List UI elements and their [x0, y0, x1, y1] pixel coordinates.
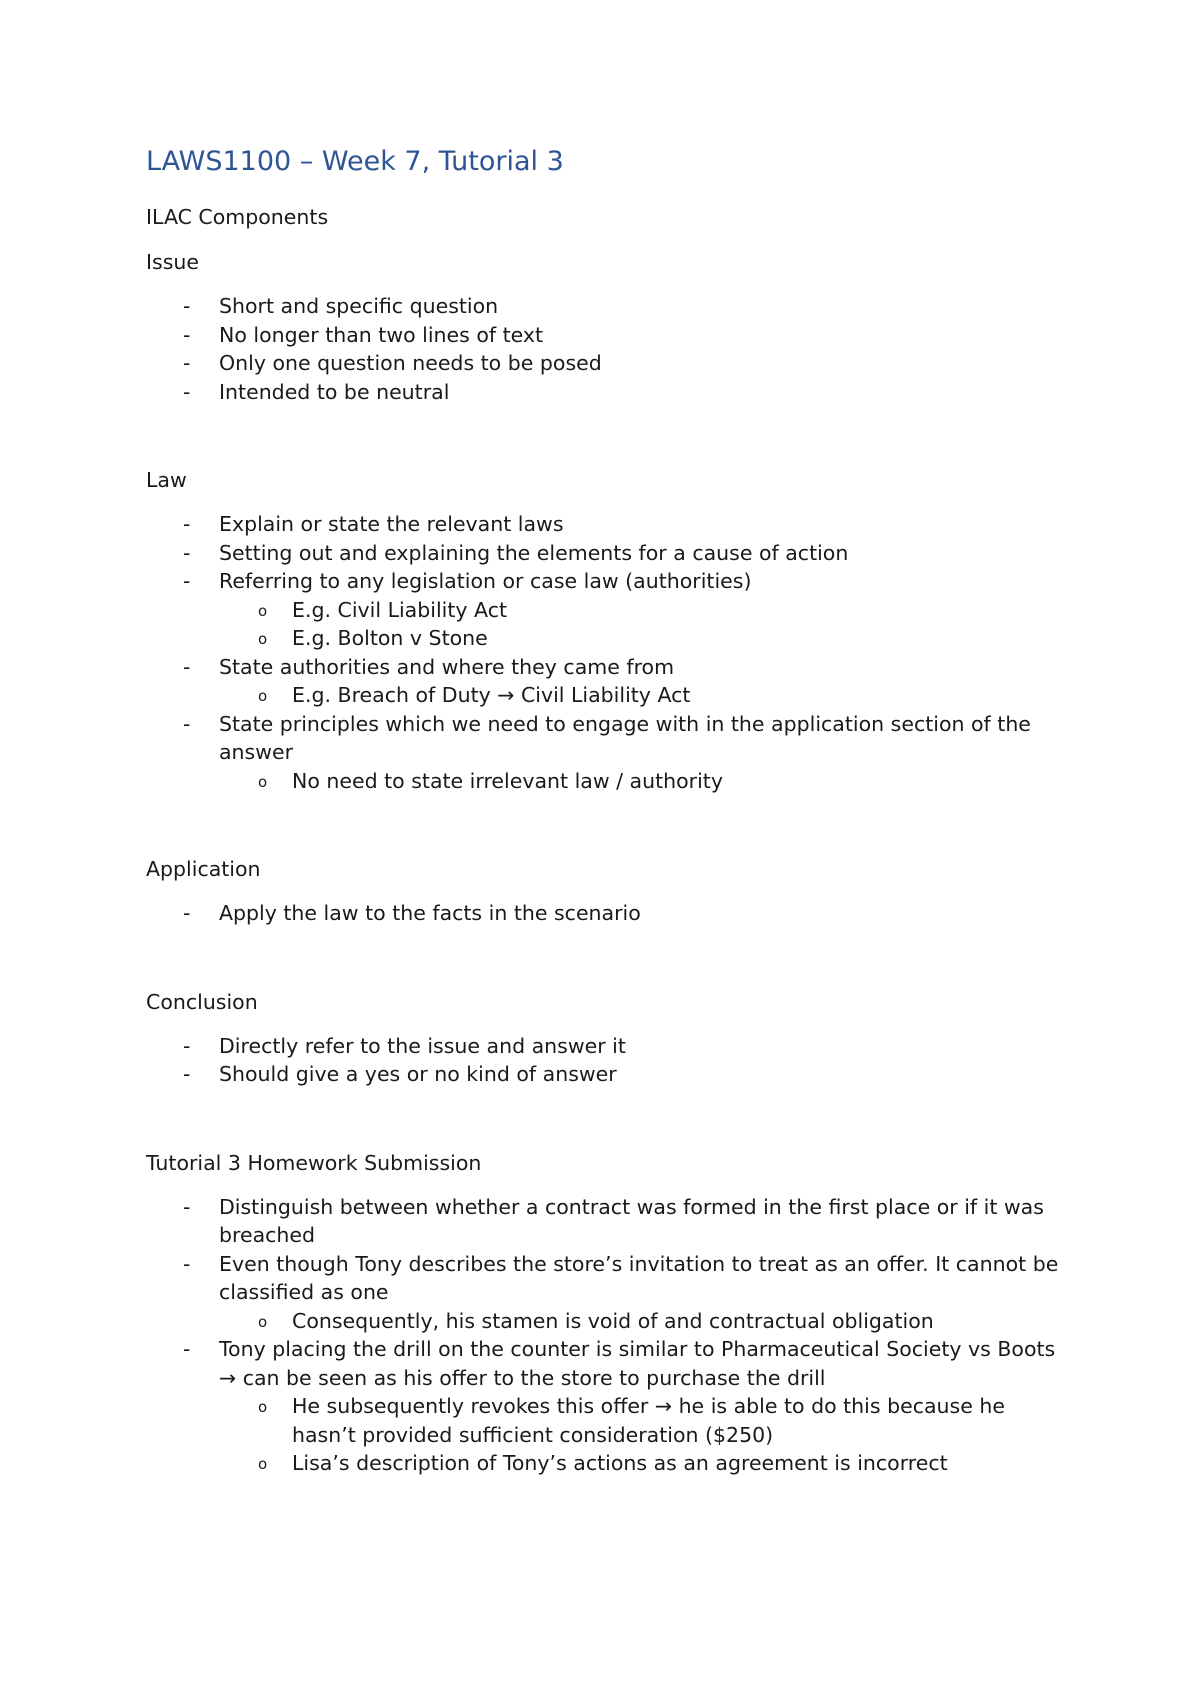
- list-item: - Directly refer to the issue and answer it: [146, 1032, 1066, 1061]
- bullet-list: [146, 510, 1066, 795]
- dash-bullet: -: [183, 711, 191, 736]
- dash-bullet: -: [183, 540, 191, 565]
- document-title: LAWS1100 – Week 7, Tutorial 3: [146, 146, 564, 177]
- bullet-list: [146, 899, 1066, 928]
- sub-list-item: o No need to state irrelevant law / authority: [146, 767, 1066, 796]
- list-item: - Referring to any legislation or case law (authorities) o E.g. Civil Liability Act o E.g. Bolton v Stone: [146, 567, 1066, 653]
- list-item: - Intended to be neutral: [146, 378, 1066, 407]
- section-issue: [146, 247, 1066, 406]
- circle-bullet: o: [258, 687, 268, 705]
- section-heading: Law: [146, 468, 187, 492]
- document-subtitle: ILAC Components: [146, 205, 329, 229]
- section-heading: Conclusion: [146, 989, 258, 1014]
- list-item: - Tony placing the drill on the counter is similar to Pharmaceutical Society vs Boots → can be seen as his offer to the store to purchase the drill o He subsequently revokes this offer → he is able to do this because he hasn’t provided sufficient consideration ($250) o Lisa’s description of Tony’s actions as an agreement is incorrect: [146, 1335, 1066, 1478]
- dash-bullet: -: [183, 379, 191, 404]
- dash-bullet: -: [183, 1194, 191, 1219]
- list-item: - Should give a yes or no kind of answer: [146, 1060, 1066, 1089]
- dash-bullet: -: [183, 1337, 191, 1361]
- bullet-list: [146, 1193, 1066, 1478]
- section-conclusion: [146, 987, 1066, 1089]
- sub-list-item: o E.g. Civil Liability Act: [146, 596, 1066, 625]
- list-item: - Only one question needs to be posed: [146, 349, 1066, 378]
- section-heading: Issue: [146, 250, 200, 274]
- sub-list-item: o Consequently, his stamen is void of and contractual obligation: [146, 1307, 1066, 1336]
- dash-bullet: -: [183, 351, 191, 375]
- dash-bullet: -: [183, 1251, 191, 1276]
- list-item: - Even though Tony describes the store’s invitation to treat as an offer. It cannot be classified as one o Consequently, his stamen is void of and contractual obligation: [146, 1250, 1066, 1336]
- circle-bullet: o: [258, 772, 268, 791]
- sub-bullet-list: [146, 1392, 1066, 1478]
- list-item: - State authorities and where they came from o E.g. Breach of Duty → Civil Liability Act: [146, 653, 1066, 710]
- sub-bullet-list: [146, 1307, 1066, 1336]
- dash-bullet: -: [183, 322, 191, 347]
- bullet-list: [146, 1032, 1066, 1089]
- dash-bullet: -: [183, 901, 191, 925]
- sub-list-item: o E.g. Breach of Duty → Civil Liability Act: [146, 681, 1066, 710]
- section-heading: Application: [146, 857, 261, 881]
- dash-bullet: -: [183, 294, 191, 318]
- dash-bullet: -: [183, 1033, 191, 1058]
- section-homework: [146, 1148, 1066, 1478]
- section-application: [146, 854, 1066, 928]
- sub-bullet-list: [146, 767, 1066, 796]
- sub-bullet-list: [146, 681, 1066, 710]
- circle-bullet: o: [258, 601, 268, 620]
- circle-bullet: o: [258, 1398, 268, 1416]
- sub-bullet-list: [146, 596, 1066, 653]
- sub-list-item: o E.g. Bolton v Stone: [146, 624, 1066, 653]
- list-item: - Distinguish between whether a contract was formed in the first place or if it was breached: [183, 1194, 1044, 1247]
- section-law: [146, 465, 1066, 795]
- dash-bullet: -: [183, 1062, 191, 1086]
- list-item: - Setting out and explaining the elements for a cause of action: [146, 539, 1066, 568]
- list-item: - Explain or state the relevant laws: [146, 510, 1066, 539]
- document-page: [146, 142, 1066, 1478]
- list-item: - No longer than two lines of text: [146, 321, 1066, 350]
- dash-bullet: -: [183, 569, 191, 593]
- list-item: - Short and specific question: [146, 292, 1066, 321]
- circle-bullet: o: [258, 1312, 268, 1331]
- sub-list-item: o Lisa’s description of Tony’s actions as an agreement is incorrect: [146, 1449, 1066, 1478]
- list-item: - Apply the law to the facts in the scenario: [146, 899, 1066, 928]
- dash-bullet: -: [183, 512, 191, 536]
- section-heading: Tutorial 3 Homework Submission: [146, 1150, 482, 1175]
- circle-bullet: o: [258, 630, 268, 648]
- circle-bullet: o: [258, 1455, 268, 1473]
- bullet-list: [146, 292, 1066, 406]
- sub-list-item: o He subsequently revokes this offer → he is able to do this because he hasn’t provided sufficient consideration ($250): [258, 1394, 1005, 1447]
- dash-bullet: -: [183, 654, 191, 679]
- list-item: - State principles which we need to engage with in the application section of the answer o No need to state irrelevant law / authority: [146, 710, 1066, 796]
